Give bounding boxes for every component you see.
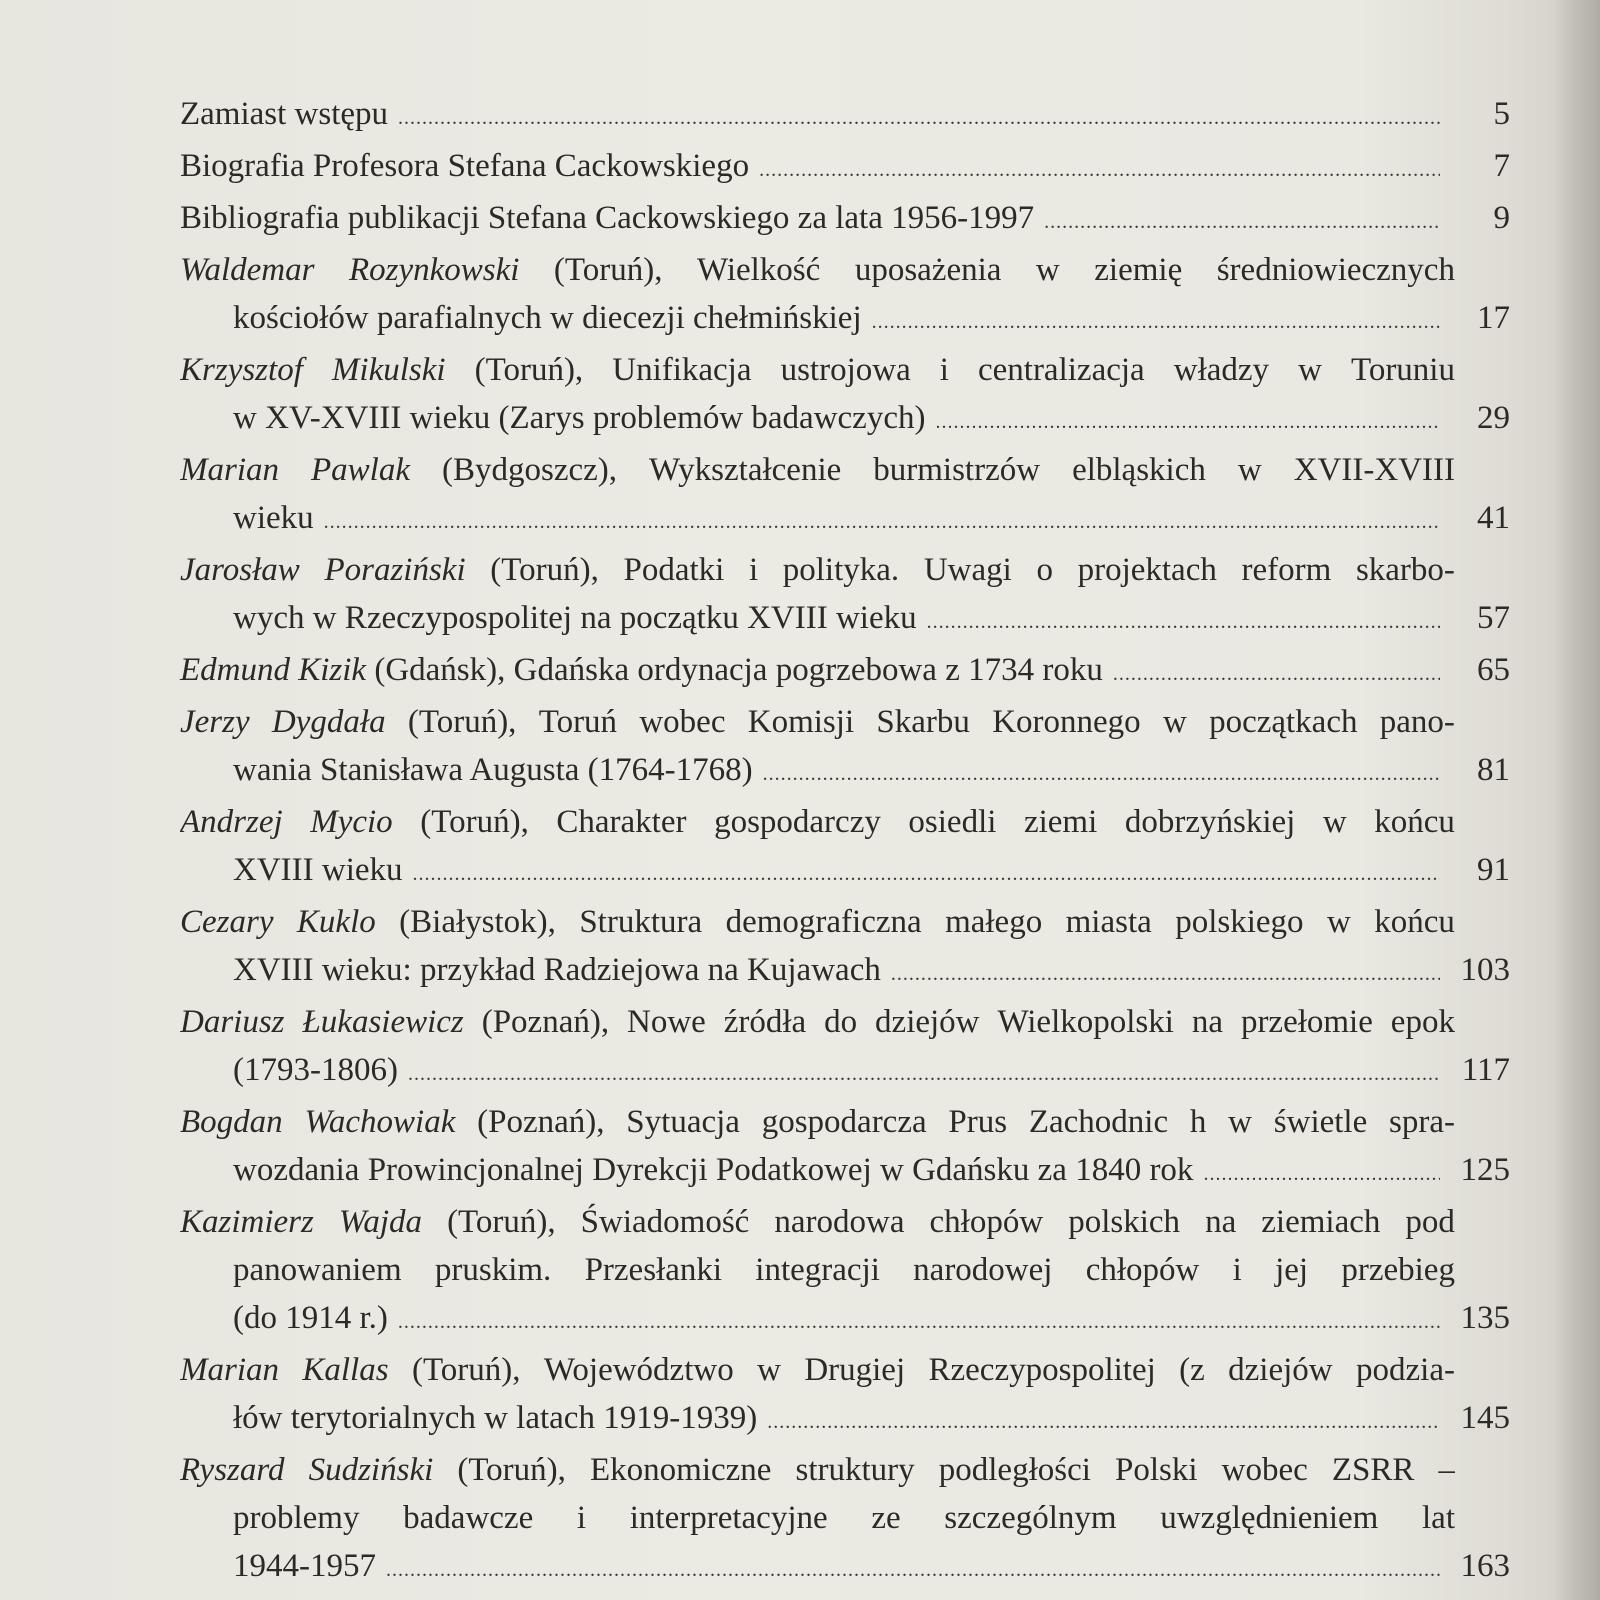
dot-leader bbox=[398, 1294, 1440, 1346]
word: Mikulski bbox=[331, 352, 446, 388]
word: i bbox=[576, 1500, 587, 1536]
word: demograficzna bbox=[725, 904, 922, 940]
page-gutter-shadow bbox=[1552, 0, 1600, 1600]
word: polityka. bbox=[782, 552, 900, 588]
word: Sytuacja bbox=[626, 1104, 740, 1140]
word: Koronnego bbox=[992, 704, 1141, 740]
word: wobec bbox=[639, 704, 726, 740]
dot-leader bbox=[1203, 1146, 1440, 1198]
word: władzy bbox=[1173, 352, 1270, 388]
toc-entry-page-number[interactable]: 65 bbox=[1477, 652, 1510, 688]
dot-leader bbox=[398, 90, 1440, 142]
dot-leader bbox=[759, 142, 1440, 194]
word: reform bbox=[1241, 552, 1332, 588]
word: gospodarczy bbox=[714, 804, 881, 840]
word: (Toruń), bbox=[490, 552, 599, 588]
word: gospodarcza bbox=[761, 1104, 927, 1140]
word: dziejów bbox=[875, 1004, 980, 1040]
toc-entry-last-line bbox=[233, 946, 1510, 994]
toc-entry[interactable] bbox=[180, 446, 1510, 542]
word: problemy bbox=[233, 1500, 360, 1536]
word: panowaniem bbox=[233, 1252, 402, 1288]
word: Drugiej bbox=[804, 1352, 906, 1388]
toc-entry-page-number[interactable]: 57 bbox=[1477, 600, 1510, 636]
word: Marian bbox=[180, 452, 279, 488]
toc-entry-title-end: Bibliografia publikacji Stefana Cackowskiego za lata 1956-1997 bbox=[180, 200, 1035, 236]
word: początkach bbox=[1209, 704, 1358, 740]
word: Charakter bbox=[556, 804, 687, 840]
word: spra- bbox=[1389, 1104, 1455, 1140]
word: Łukasiewicz bbox=[302, 1004, 464, 1040]
toc-entry-last-line bbox=[180, 194, 1510, 242]
word: (Toruń), bbox=[420, 804, 529, 840]
word: Podatki bbox=[623, 552, 725, 588]
word: w bbox=[757, 1352, 781, 1388]
word: projektach bbox=[1077, 552, 1217, 588]
toc-entry-first-line bbox=[180, 1198, 1455, 1246]
toc-entry[interactable] bbox=[180, 1098, 1510, 1194]
word: badawcze bbox=[403, 1500, 534, 1536]
word: Jarosław bbox=[180, 552, 300, 588]
word: elbląskich bbox=[1072, 452, 1206, 488]
word: do bbox=[824, 1004, 858, 1040]
table-of-contents bbox=[180, 90, 1510, 1590]
word: małego bbox=[945, 904, 1043, 940]
word: ziemię bbox=[1094, 252, 1183, 288]
dot-leader bbox=[891, 946, 1440, 998]
word: Przesłanki bbox=[584, 1252, 723, 1288]
word: Nowe bbox=[627, 1004, 706, 1040]
word: chłopów bbox=[1085, 1252, 1200, 1288]
toc-entry-first-line bbox=[180, 346, 1455, 394]
toc-entry-title-end: wieku bbox=[233, 500, 314, 536]
word: Rzeczypospolitej bbox=[928, 1352, 1156, 1388]
word: ZSRR bbox=[1331, 1452, 1415, 1488]
word: podległości bbox=[938, 1452, 1091, 1488]
word: Polski bbox=[1115, 1452, 1198, 1488]
word: lat bbox=[1422, 1500, 1455, 1536]
word: Kallas bbox=[302, 1352, 389, 1388]
toc-entry-first-line bbox=[180, 1346, 1455, 1394]
toc-entry[interactable] bbox=[180, 1198, 1510, 1342]
toc-entry-title-end: w XV-XVIII wieku (Zarys problemów badawczych) bbox=[233, 400, 926, 436]
word: burmistrzów bbox=[873, 452, 1041, 488]
word: Cezary bbox=[180, 904, 274, 940]
word: miasta bbox=[1065, 904, 1152, 940]
toc-entry-last-line bbox=[233, 1046, 1510, 1094]
toc-entry-first-line bbox=[180, 246, 1455, 294]
toc-entry[interactable] bbox=[180, 246, 1510, 342]
toc-entry-last-line bbox=[233, 594, 1510, 642]
toc-entry-title-end: Biografia Profesora Stefana Cackowskiego bbox=[180, 148, 750, 184]
word: przebieg bbox=[1341, 1252, 1455, 1288]
toc-entry-last-line bbox=[233, 1542, 1510, 1590]
dot-leader bbox=[413, 846, 1440, 898]
toc-entry[interactable] bbox=[180, 998, 1510, 1094]
word: Wielkość bbox=[697, 252, 821, 288]
toc-entry-middle-line bbox=[233, 1494, 1455, 1542]
word: szczególnym bbox=[944, 1500, 1117, 1536]
dot-leader bbox=[324, 494, 1440, 546]
toc-entry-title-end: XVIII wieku bbox=[233, 852, 403, 888]
word: Rozynkowski bbox=[348, 252, 520, 288]
toc-entry-first-line bbox=[180, 998, 1455, 1046]
toc-entry-page-number[interactable]: 135 bbox=[1460, 1300, 1510, 1336]
word: Toruniu bbox=[1350, 352, 1455, 388]
dot-leader bbox=[408, 1046, 1440, 1098]
word: interpretacyjne bbox=[629, 1500, 828, 1536]
word: uwzględnieniem bbox=[1160, 1500, 1379, 1536]
word: Kuklo bbox=[296, 904, 376, 940]
word: (Poznań), bbox=[481, 1004, 610, 1040]
toc-entry-page-number[interactable]: 163 bbox=[1460, 1548, 1510, 1584]
word: i bbox=[939, 352, 949, 388]
word: Dariusz bbox=[180, 1004, 285, 1040]
toc-entry-text bbox=[180, 646, 1103, 694]
toc-entry-first-line bbox=[180, 798, 1455, 846]
toc-entry-last-line bbox=[180, 90, 1510, 138]
word: (Toruń), bbox=[457, 1452, 566, 1488]
toc-entry-title-end: XVIII wieku: przykład Radziejowa na Kujawach bbox=[233, 952, 881, 988]
word: osiedli bbox=[908, 804, 997, 840]
word: w bbox=[1228, 1104, 1252, 1140]
word: epok bbox=[1390, 1004, 1455, 1040]
word: ustrojowa bbox=[780, 352, 911, 388]
toc-entry[interactable] bbox=[180, 142, 1510, 190]
toc-entry-middle-line bbox=[233, 1246, 1455, 1294]
toc-entry-last-line bbox=[233, 1146, 1510, 1194]
word: na bbox=[1205, 1204, 1237, 1240]
dot-leader bbox=[767, 1394, 1440, 1446]
word: Wajda bbox=[338, 1204, 423, 1240]
word: źródła bbox=[723, 1004, 807, 1040]
word: w bbox=[1035, 252, 1060, 288]
word: Sudziński bbox=[308, 1452, 434, 1488]
word: przełomie bbox=[1240, 1004, 1373, 1040]
word: w bbox=[1326, 904, 1351, 940]
word: (Toruń), bbox=[553, 252, 663, 288]
word: dobrzyńskiej bbox=[1124, 804, 1296, 840]
word: Waldemar bbox=[180, 252, 315, 288]
word: świetle bbox=[1273, 1104, 1368, 1140]
word: w bbox=[1162, 704, 1187, 740]
toc-entry-title-end: wania Stanisława Augusta (1764-1768) bbox=[233, 752, 753, 788]
toc-entry-page-number[interactable]: 145 bbox=[1460, 1400, 1510, 1436]
word: Marian bbox=[180, 1352, 279, 1388]
word: Poraziński bbox=[324, 552, 466, 588]
toc-entry-last-line bbox=[233, 1394, 1510, 1442]
word: średniowiecznych bbox=[1216, 252, 1455, 288]
word: narodowa bbox=[774, 1204, 905, 1240]
word: końcu bbox=[1374, 804, 1455, 840]
toc-entry[interactable] bbox=[180, 898, 1510, 994]
word: (Bydgoszcz), bbox=[441, 452, 618, 488]
word: podzia- bbox=[1356, 1352, 1455, 1388]
word: centralizacja bbox=[977, 352, 1145, 388]
toc-entry-page-number[interactable]: 125 bbox=[1460, 1152, 1510, 1188]
toc-entry-title-end: 1944-1957 bbox=[233, 1548, 376, 1584]
word: Ekonomiczne bbox=[590, 1452, 772, 1488]
toc-entry[interactable] bbox=[180, 546, 1510, 642]
toc-entry-page-number[interactable]: 29 bbox=[1477, 400, 1510, 436]
word: Pawlak bbox=[311, 452, 410, 488]
word: – bbox=[1438, 1452, 1455, 1488]
toc-entry-first-line bbox=[180, 898, 1455, 946]
word: polskiego bbox=[1175, 904, 1304, 940]
word: Jerzy bbox=[180, 704, 250, 740]
toc-entry-author: Edmund Kizik bbox=[180, 652, 367, 688]
word: na bbox=[1191, 1004, 1224, 1040]
word: Ryszard bbox=[180, 1452, 285, 1488]
toc-entry-first-line bbox=[180, 698, 1455, 746]
toc-entry-title-end: kościołów parafialnych w diecezji chełmińskiej bbox=[233, 300, 862, 336]
toc-entry-title-end: wych w Rzeczypospolitej na początku XVIII wieku bbox=[233, 600, 917, 636]
toc-entry-first-line bbox=[180, 446, 1455, 494]
word: pano- bbox=[1379, 704, 1455, 740]
word: Andrzej bbox=[180, 804, 283, 840]
word: o bbox=[1036, 552, 1053, 588]
toc-entry-page-number[interactable]: 91 bbox=[1477, 852, 1510, 888]
toc-entry-title: (Gdańsk), Gdańska ordynacja pogrzebowa z 1734 roku bbox=[374, 652, 1103, 688]
word: Uwagi bbox=[923, 552, 1012, 588]
toc-entry-page-number[interactable]: 7 bbox=[1493, 148, 1510, 184]
word: Dygdała bbox=[271, 704, 386, 740]
toc-entry-page-number[interactable]: 103 bbox=[1460, 952, 1510, 988]
word: ze bbox=[871, 1500, 901, 1536]
word: ziemi bbox=[1023, 804, 1098, 840]
word: skarbo- bbox=[1355, 552, 1455, 588]
toc-entry-last-line bbox=[180, 142, 1510, 190]
word: (z bbox=[1179, 1352, 1205, 1388]
toc-entry-page-number[interactable]: 9 bbox=[1493, 200, 1510, 236]
word: wobec bbox=[1221, 1452, 1308, 1488]
word: w bbox=[1298, 352, 1322, 388]
toc-entry[interactable] bbox=[180, 1446, 1510, 1590]
toc-entry-last-line bbox=[233, 846, 1510, 894]
toc-entry-title-end: (do 1914 r.) bbox=[233, 1300, 388, 1336]
toc-entry-first-line bbox=[180, 546, 1455, 594]
word: pruskim. bbox=[434, 1252, 552, 1288]
word: integracji bbox=[755, 1252, 880, 1288]
dot-leader bbox=[763, 746, 1440, 798]
word: dziejów bbox=[1228, 1352, 1333, 1388]
toc-entry-page-number[interactable]: 81 bbox=[1477, 752, 1510, 788]
toc-entry[interactable] bbox=[180, 90, 1510, 138]
word: Wielkopolski bbox=[997, 1004, 1174, 1040]
word: Województwo bbox=[543, 1352, 734, 1388]
word: Wykształcenie bbox=[649, 452, 842, 488]
toc-entry[interactable] bbox=[180, 1346, 1510, 1442]
toc-entry-last-line bbox=[233, 1294, 1510, 1342]
toc-entry-last-line bbox=[233, 746, 1510, 794]
word: (Poznań), bbox=[477, 1104, 605, 1140]
toc-entry-last-line bbox=[233, 294, 1510, 342]
word: Prus bbox=[948, 1104, 1008, 1140]
word: Świadomość bbox=[580, 1204, 750, 1240]
toc-entry[interactable] bbox=[180, 698, 1510, 794]
toc-entry-page-number[interactable]: 41 bbox=[1477, 500, 1510, 536]
toc-entry-page-number[interactable]: 117 bbox=[1461, 1052, 1510, 1088]
toc-entry-title-end: wozdania Prowincjonalnej Dyrekcji Podatkowej w Gdańsku za 1840 rok bbox=[233, 1152, 1194, 1188]
word: Mycio bbox=[310, 804, 393, 840]
toc-entry-page-number[interactable]: 5 bbox=[1493, 96, 1510, 132]
word: i bbox=[748, 552, 759, 588]
word: Skarbu bbox=[876, 704, 970, 740]
word: chłopów bbox=[929, 1204, 1044, 1240]
word: uposażenia bbox=[854, 252, 1002, 288]
word: Zachodnic bbox=[1028, 1104, 1169, 1140]
toc-entry-title-end: Zamiast wstępu bbox=[180, 96, 389, 132]
word: (Białystok), bbox=[399, 904, 556, 940]
word: pod bbox=[1405, 1204, 1455, 1240]
word: Kazimierz bbox=[180, 1204, 314, 1240]
word: polskich bbox=[1068, 1204, 1181, 1240]
word: Krzysztof bbox=[180, 352, 303, 388]
word: Komisji bbox=[747, 704, 855, 740]
toc-entry-first-line bbox=[180, 1098, 1455, 1146]
toc-entry-last-line bbox=[180, 646, 1510, 694]
word: XVII-XVIII bbox=[1293, 452, 1455, 488]
word: struktury bbox=[795, 1452, 915, 1488]
dot-leader bbox=[872, 294, 1440, 346]
word: Wachowiak bbox=[304, 1104, 456, 1140]
dot-leader bbox=[935, 394, 1440, 446]
word: i bbox=[1232, 1252, 1242, 1288]
toc-entry-last-line bbox=[233, 494, 1510, 542]
word: (Toruń), bbox=[411, 1352, 521, 1388]
word: w bbox=[1322, 804, 1347, 840]
toc-entry-last-line bbox=[233, 394, 1510, 442]
toc-entry[interactable] bbox=[180, 798, 1510, 894]
dot-leader bbox=[1044, 194, 1440, 246]
word: Toruń bbox=[538, 704, 618, 740]
word: Bogdan bbox=[180, 1104, 283, 1140]
word: końcu bbox=[1374, 904, 1455, 940]
dot-leader bbox=[386, 1542, 1440, 1594]
toc-entry-page-number[interactable]: 17 bbox=[1477, 300, 1510, 336]
word: narodowej bbox=[913, 1252, 1053, 1288]
word: (Toruń), bbox=[474, 352, 584, 388]
word: Unifikacja bbox=[612, 352, 752, 388]
word: h bbox=[1189, 1104, 1207, 1140]
toc-entry-first-line bbox=[180, 1446, 1455, 1494]
toc-entry-title-end: łów terytorialnych w latach 1919-1939) bbox=[233, 1400, 758, 1436]
word: (Toruń), bbox=[407, 704, 517, 740]
word: ziemiach bbox=[1261, 1204, 1381, 1240]
word: w bbox=[1237, 452, 1262, 488]
toc-entry[interactable] bbox=[180, 194, 1510, 242]
dot-leader bbox=[1113, 646, 1440, 698]
word: jej bbox=[1275, 1252, 1309, 1288]
dot-leader bbox=[927, 594, 1440, 646]
toc-entry[interactable] bbox=[180, 646, 1510, 694]
toc-entry-title-end: (1793-1806) bbox=[233, 1052, 398, 1088]
word: Struktura bbox=[579, 904, 703, 940]
toc-entry[interactable] bbox=[180, 346, 1510, 442]
word: (Toruń), bbox=[447, 1204, 556, 1240]
